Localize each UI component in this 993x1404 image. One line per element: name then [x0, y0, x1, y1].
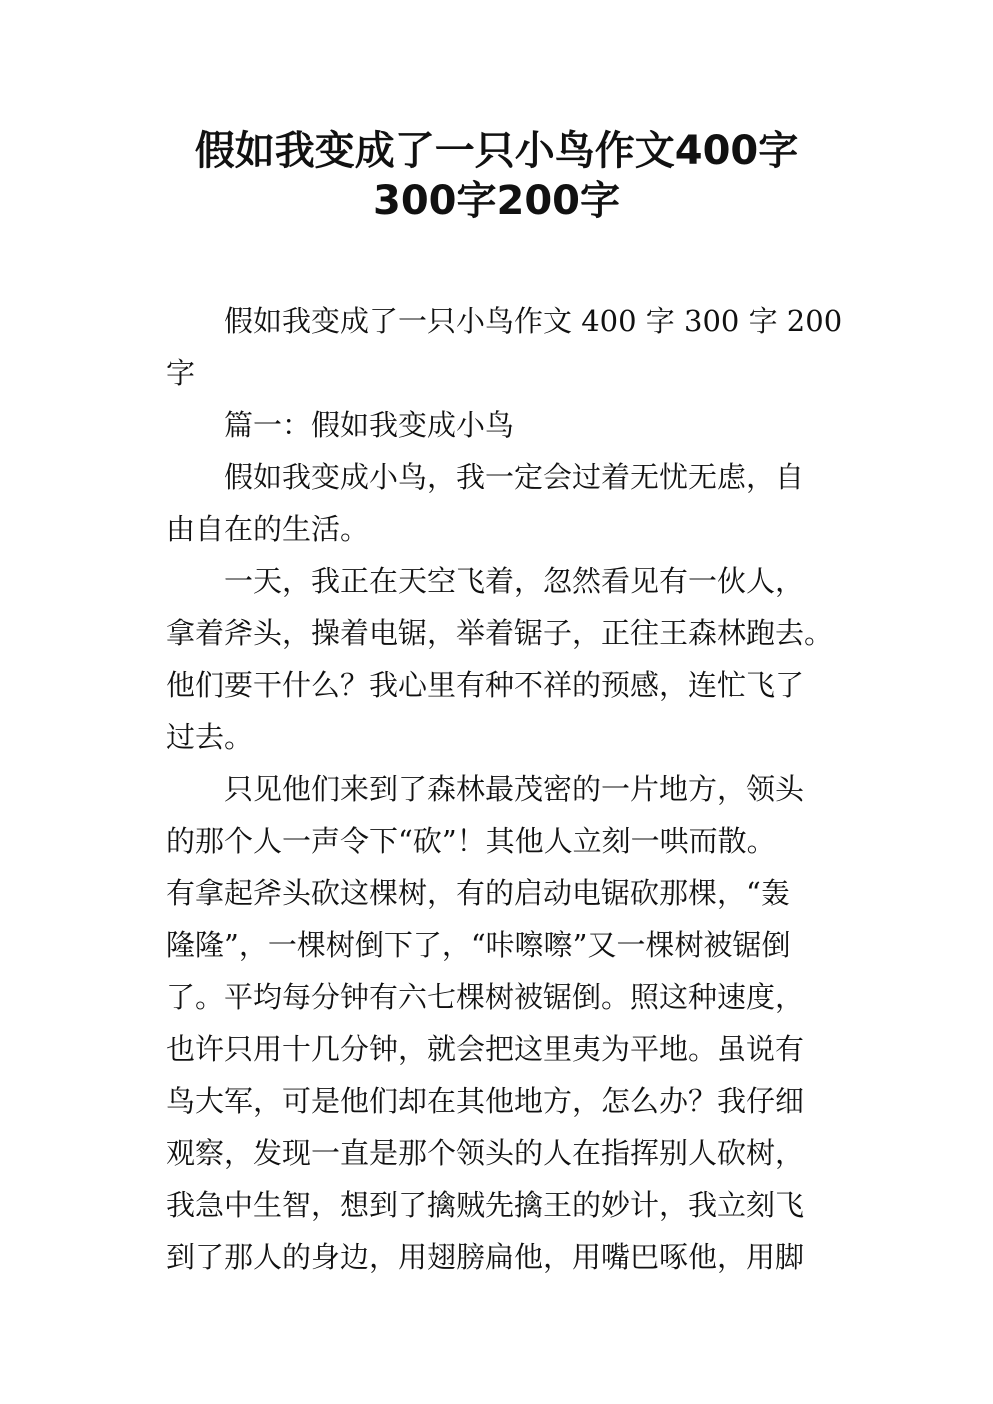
- document-title-line-1: 假如我变成了一只小鸟作文400字: [194, 128, 799, 174]
- paragraph-line: 隆隆”，一棵树倒下了，“咔嚓嚓”又一棵树被锯倒: [166, 928, 791, 962]
- paragraph-line: 他们要干什么？我心里有种不祥的预感，连忙飞了: [166, 668, 805, 702]
- paragraph-line: 假如我变成了一只小鸟作文 400 字 300 字 200: [166, 304, 843, 338]
- paragraph-line: 鸟大军，可是他们却在其他地方，怎么办？我仔细: [166, 1084, 805, 1118]
- document-title-line-2: 300字200字: [373, 178, 620, 224]
- paragraph-line: 观察，发现一直是那个领头的人在指挥别人砍树，: [166, 1136, 805, 1170]
- paragraph-line: 我急中生智，想到了擒贼先擒王的妙计，我立刻飞: [166, 1188, 805, 1222]
- paragraph-line: 到了那人的身边，用翅膀扁他，用嘴巴啄他，用脚: [166, 1240, 805, 1274]
- section-heading: 篇一：假如我变成小鸟: [166, 408, 515, 442]
- paragraph-line: 拿着斧头，操着电锯，举着锯子，正往王森林跑去。: [166, 616, 834, 650]
- paragraph-line: 有拿起斧头砍这棵树，有的启动电锯砍那棵，“轰: [166, 876, 790, 910]
- paragraph-line: 也许只用十几分钟，就会把这里夷为平地。虽说有: [166, 1032, 805, 1066]
- paragraph-line: 了。平均每分钟有六七棵树被锯倒。照这种速度，: [166, 980, 805, 1014]
- paragraph-line: 的那个人一声令下“砍”！其他人立刻一哄而散。: [166, 824, 776, 858]
- paragraph-line: 由自在的生活。: [166, 512, 370, 546]
- paragraph-line: 一天，我正在天空飞着，忽然看见有一伙人，: [166, 564, 805, 598]
- paragraph-line: 假如我变成小鸟，我一定会过着无忧无虑，自: [166, 460, 805, 494]
- paragraph-line: 只见他们来到了森林最茂密的一片地方，领头: [166, 772, 805, 806]
- paragraph-line: 字: [166, 356, 196, 390]
- paragraph-line: 过去。: [166, 720, 254, 754]
